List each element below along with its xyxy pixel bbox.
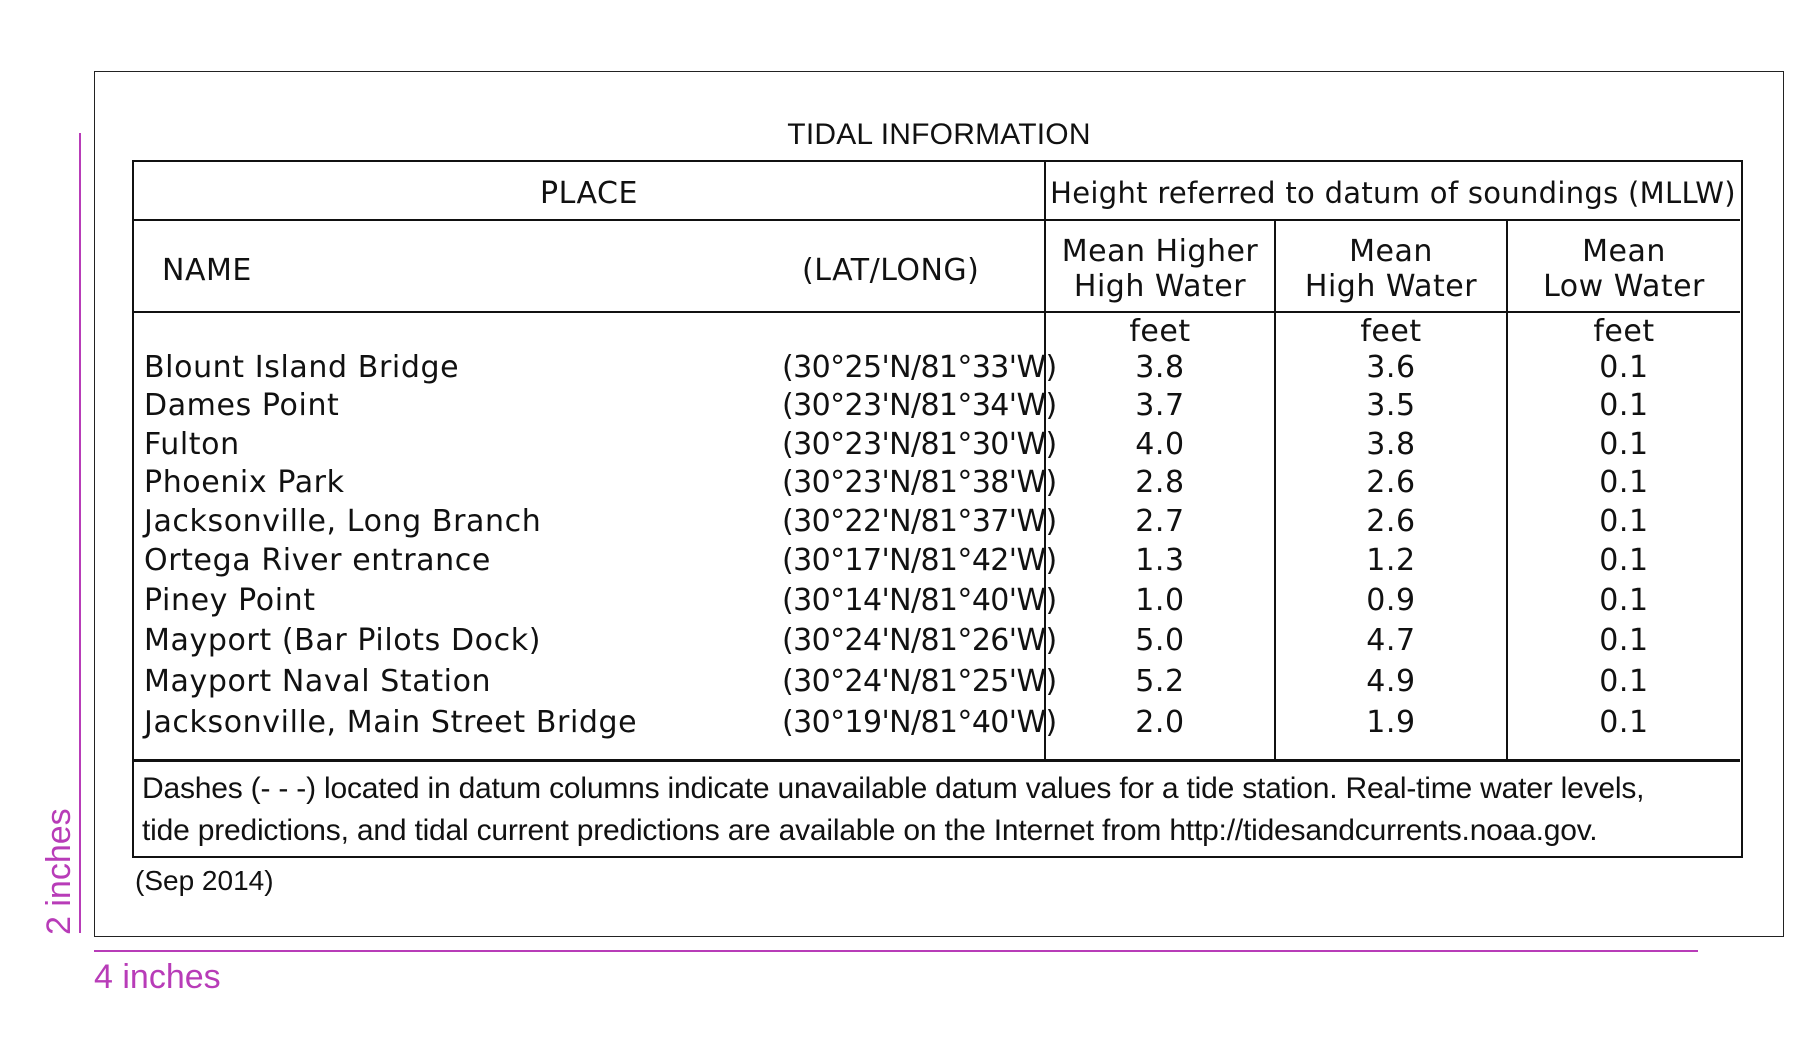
header-divider-2 — [134, 311, 1740, 313]
mhw-unit: feet — [1360, 314, 1422, 349]
mlw-unit: feet — [1593, 314, 1655, 349]
mhhw-value: 3.7 — [1135, 388, 1185, 423]
station-coord: (30°24'N/81°26'W) — [782, 623, 1057, 658]
station-coord: (30°23'N/81°30'W) — [782, 427, 1057, 462]
edition-date: (Sep 2014) — [135, 865, 274, 896]
mlw-value: 0.1 — [1599, 350, 1649, 385]
mlw-value: 0.1 — [1599, 583, 1649, 618]
station-name: Phoenix Park — [144, 465, 345, 500]
note-line-2: tide predictions, and tidal current predictions are available on the Internet from http://tidesandcurrents.noaa.gov. — [142, 814, 1598, 847]
mhhw-header-line2: High Water — [1073, 269, 1247, 304]
station-coord: (30°22'N/81°37'W) — [782, 504, 1057, 539]
station-name: Ortega River entrance — [144, 543, 491, 578]
station-name: Mayport Naval Station — [144, 664, 492, 699]
mhhw-value: 1.0 — [1135, 583, 1185, 618]
mlw-header-line2: Low Water — [1543, 269, 1705, 304]
mhhw-value: 5.0 — [1135, 623, 1185, 658]
station-name: Blount Island Bridge — [144, 350, 460, 385]
station-coord: (30°23'N/81°38'W) — [782, 465, 1057, 500]
width-dimension-label: 4 inches — [94, 958, 221, 996]
mhw-value: 1.2 — [1366, 543, 1416, 578]
mhw-value: 4.9 — [1366, 664, 1416, 699]
mlw-value: 0.1 — [1599, 705, 1649, 740]
header-divider-1 — [134, 219, 1740, 221]
place-header: PLACE — [540, 176, 638, 211]
mhw-value: 2.6 — [1366, 504, 1416, 539]
mhw-value: 3.5 — [1366, 388, 1416, 423]
mlw-header — [1508, 234, 1740, 304]
mhhw-value: 3.8 — [1135, 350, 1185, 385]
mlw-value: 0.1 — [1599, 427, 1649, 462]
station-name: Jacksonville, Long Branch — [144, 504, 542, 539]
mlw-value: 0.1 — [1599, 543, 1649, 578]
mlw-value: 0.1 — [1599, 388, 1649, 423]
mhhw-value: 2.7 — [1135, 504, 1185, 539]
mlw-value: 0.1 — [1599, 465, 1649, 500]
station-name: Dames Point — [144, 388, 340, 423]
note-divider — [134, 759, 1740, 762]
height-ref-header: Height referred to datum of soundings (MLLW) — [1050, 176, 1736, 210]
station-name: Piney Point — [144, 583, 316, 618]
station-coord: (30°23'N/81°34'W) — [782, 388, 1057, 423]
height-dimension-line — [79, 133, 81, 933]
mhw-value: 4.7 — [1366, 623, 1416, 658]
mhw-value: 0.9 — [1366, 583, 1416, 618]
mlw-value: 0.1 — [1599, 504, 1649, 539]
station-coord: (30°17'N/81°42'W) — [782, 543, 1057, 578]
mlw-header-line1: Mean — [1582, 234, 1666, 269]
mhw-value: 3.8 — [1366, 427, 1416, 462]
mhw-header — [1276, 234, 1506, 304]
name-header: NAME — [162, 253, 252, 288]
table-title: TIDAL INFORMATION — [787, 118, 1091, 151]
mhw-header-line2: High Water — [1304, 269, 1478, 304]
mhhw-value: 4.0 — [1135, 427, 1185, 462]
mlw-value: 0.1 — [1599, 623, 1649, 658]
mhw-value: 3.6 — [1366, 350, 1416, 385]
height-dimension-label: 2 inches — [40, 808, 78, 935]
mhhw-header-line1: Mean Higher — [1061, 234, 1259, 269]
width-dimension-line — [94, 950, 1698, 952]
mhhw-unit: feet — [1129, 314, 1191, 349]
mhw-header-line1: Mean — [1349, 234, 1433, 269]
station-name: Fulton — [144, 427, 240, 462]
tidal-table — [132, 160, 1743, 858]
mhw-value: 2.6 — [1366, 465, 1416, 500]
station-name: Mayport (Bar Pilots Dock) — [144, 623, 542, 658]
mhhw-value: 2.0 — [1135, 705, 1185, 740]
station-coord: (30°25'N/81°33'W) — [782, 350, 1057, 385]
station-coord: (30°19'N/81°40'W) — [782, 705, 1057, 740]
note-line-1: Dashes (- - -) located in datum columns indicate unavailable datum values for a tide station. Real-time water levels, — [142, 772, 1645, 805]
station-coord: (30°24'N/81°25'W) — [782, 664, 1057, 699]
mhw-value: 1.9 — [1366, 705, 1416, 740]
latlong-header: (LAT/LONG) — [802, 253, 980, 288]
mhhw-value: 1.3 — [1135, 543, 1185, 578]
mhhw-value: 2.8 — [1135, 465, 1185, 500]
mhhw-value: 5.2 — [1135, 664, 1185, 699]
station-coord: (30°14'N/81°40'W) — [782, 583, 1057, 618]
mhhw-header — [1046, 234, 1274, 304]
station-name: Jacksonville, Main Street Bridge — [144, 705, 638, 740]
mlw-value: 0.1 — [1599, 664, 1649, 699]
